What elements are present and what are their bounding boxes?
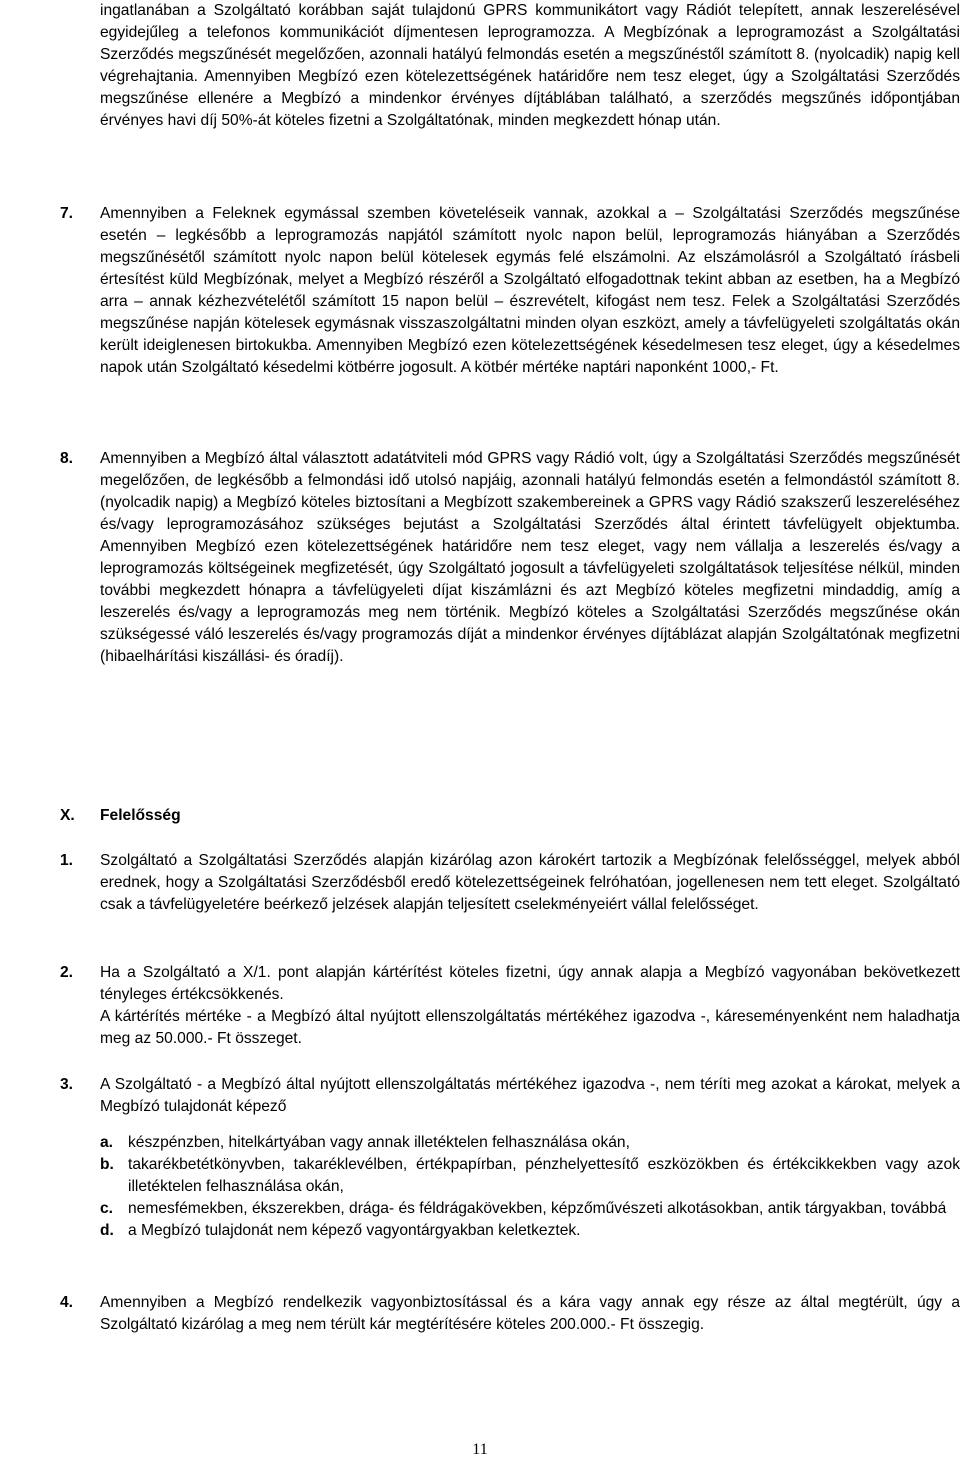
point-7-paragraph: Amennyiben a Feleknek egymással szemben követeléseik vannak, azokkal a – Szolgáltatási Szerződés megszűnése esetén – legkésőbb a leprogramozás napjától számított nyolc napon belül, leprogramozás hiányában a Szerződés megszűnésétől számított nyolc napon belül kötelesek egymás felé elszámolni. Az elszámolásról a Szolgáltató írásbeli értesítést küld Megbízónak, melyet a Megbízó részéről a Szolgáltató elfogadottnak tekint abban az esetben, ha a Megbízó arra – annak kézhezvételétől számított 15 napon belül – észrevételt, kifogást nem tesz. Felek a Szolgáltatási Szerződés megszűnése napján kötelesek egymásnak visszaszolgáltatni minden olyan eszközt, amely a távfelügyeleti szolgáltatás okán került ideiglenesen birtokukba. Amennyiben Megbízó ezen kötelezettségének késedelmesen tesz eleget, úgy a késedelmes napok után Szolgáltató késedelmi kötbérre jogosult. A kötbér mértéke naptári naponként 1000,- Ft. bbox=[100, 205, 960, 376]
continuation-paragraph: ingatlanában a Szolgáltató korábban saját tulajdonú GPRS kommunikátort vagy Rádiót telepített, annak leszerelésével egyidejűleg a telefonos kommunikációt díjmentesen leprogramozza. A Megbízónak a leprogramozást a Szolgáltatási Szerződés megszűnését megelőzően, azonnali hatályú felmondás esetén a megszűnéstől számított 8. (nyolcadik) napig kell végrehajtania. Amennyiben Megbízó ezen kötelezettségének határidőre nem tesz eleget, úgy a Szolgáltatási Szerződés megszűnése ellenére a Megbízó a mindenkor érvényes díjtáblában található, a szerződés megszűnés időpontjában érvényes havi díj 50%-át köteles fizetni a Szolgáltatónak, minden megkezdett hónap után. bbox=[100, 2, 960, 129]
liability-point-2-text: Ha a Szolgáltató a X/1. pont alapján kártérítést köteles fizetni, úgy annak alapja a Megbízó vagyonában bekövetkezett tényleges értékcsökkenés. bbox=[100, 964, 960, 1003]
point-number: 4. bbox=[60, 1294, 74, 1311]
list-item-text: nemesfémekben, ékszerekben, drága- és féldrágakövekben, képzőművészeti alkotásokban, antik tárgyakban, továbbá bbox=[128, 1200, 947, 1217]
exclusion-list bbox=[100, 1132, 960, 1242]
liability-point-1: Szolgáltató a Szolgáltatási Szerződés alapján kizárólag azon károkért tartozik a Megbízónak felelősséggel, melyek abból erednek, hogy a Szolgáltatási Szerződésből eredő kötelezettségeinek felróhatóan, jogellenesen nem tett eleget. Szolgáltató csak a távfelügyeletére beérkező jelzések alapján teljesített cselekményeiért vállal felelősséget. bbox=[100, 852, 960, 913]
section-heading bbox=[60, 805, 181, 827]
section-title: Felelősség bbox=[100, 807, 181, 824]
point-number: 8. bbox=[60, 450, 74, 467]
liability-point-2-text-2: A kártérítés mértéke - a Megbízó által nyújtott ellenszolgáltatás mértékéhez igazodva -, káreseményenként nem haladhatja meg az 50.000.- Ft összeget. bbox=[100, 1008, 960, 1047]
list-item-text: készpénzben, hitelkártyában vagy annak illetéktelen felhasználása okán, bbox=[128, 1134, 630, 1151]
point-8-paragraph: Amennyiben a Megbízó által választott adatátviteli mód GPRS vagy Rádió volt, úgy a Szolgáltatási Szerződés megszűnését megelőzően, de legkésőbb a felmondási idő utolsó napjáig, azonnali hatályú felmondás esetén a felmondástól számított 8. (nyolcadik napig) a Megbízó köteles biztosítani a Megbízott szakembereinek a GPRS vagy Rádió szakszerű leszereléséhez és/vagy leprogramozásához szükséges bejutást a Szolgáltatási Szerződés által érintett távfelügyelt objektumba. Amennyiben Megbízó ezen kötelezettségének határidőre nem tesz eleget, vagy nem vállalja a leszerelés és/vagy a leprogramozás költségeinek megfizetését, úgy Szolgáltató jogosult a távfelügyeleti szolgáltatások teljesítése nélkül, minden további megkezdett hónapra a távfelügyeleti díjat kiszámlázni és azt Megbízó köteles megfizetni mindaddig, amíg a leszerelés és/vagy a leprogramozás meg nem történik. Megbízó köteles a Szolgáltatási Szerződés megszűnése okán szükségessé váló leszerelés és/vagy programozás díját a mindenkor érvényes díjtáblázat alapján Szolgáltatónak megfizetni (hibaelhárítási kiszállási- és óradíj). bbox=[100, 450, 960, 665]
list-letter: d. bbox=[100, 1222, 114, 1239]
list-letter: c. bbox=[100, 1200, 114, 1217]
point-number: 3. bbox=[60, 1076, 74, 1093]
liability-point-2 bbox=[100, 962, 960, 1050]
list-item bbox=[100, 1154, 960, 1198]
point-number: 2. bbox=[60, 964, 74, 981]
section-roman-numeral: X. bbox=[60, 807, 75, 824]
list-item-text: a Megbízó tulajdonát nem képező vagyontárgyakban keletkeztek. bbox=[128, 1222, 581, 1239]
page-number: 11 bbox=[472, 1441, 488, 1458]
liability-point-3-text: A Szolgáltató - a Megbízó által nyújtott ellenszolgáltatás mértékéhez igazodva -, nem téríti meg azokat a károkat, melyek a Megbízó tulajdonát képező bbox=[100, 1076, 960, 1115]
list-item bbox=[100, 1198, 960, 1220]
liability-point-4: Amennyiben a Megbízó rendelkezik vagyonbiztosítással és a kára vagy annak egy része az által megtérült, úgy a Szolgáltató kizárólag a meg nem térült kár megtérítésére köteles 200.000.- Ft összegig. bbox=[100, 1294, 960, 1333]
list-item-text: takarékbetétkönyvben, takaréklevélben, értékpapírban, pénzhelyettesítő eszközökben és értékcikkekben vagy azok illetéktelen felhasználása okán, bbox=[128, 1156, 960, 1195]
point-number: 7. bbox=[60, 205, 74, 222]
list-item bbox=[100, 1220, 960, 1242]
list-letter: a. bbox=[100, 1134, 114, 1151]
point-number: 1. bbox=[60, 852, 74, 869]
list-letter: b. bbox=[100, 1156, 114, 1173]
liability-point-3 bbox=[100, 1074, 960, 1242]
list-item bbox=[100, 1132, 960, 1154]
